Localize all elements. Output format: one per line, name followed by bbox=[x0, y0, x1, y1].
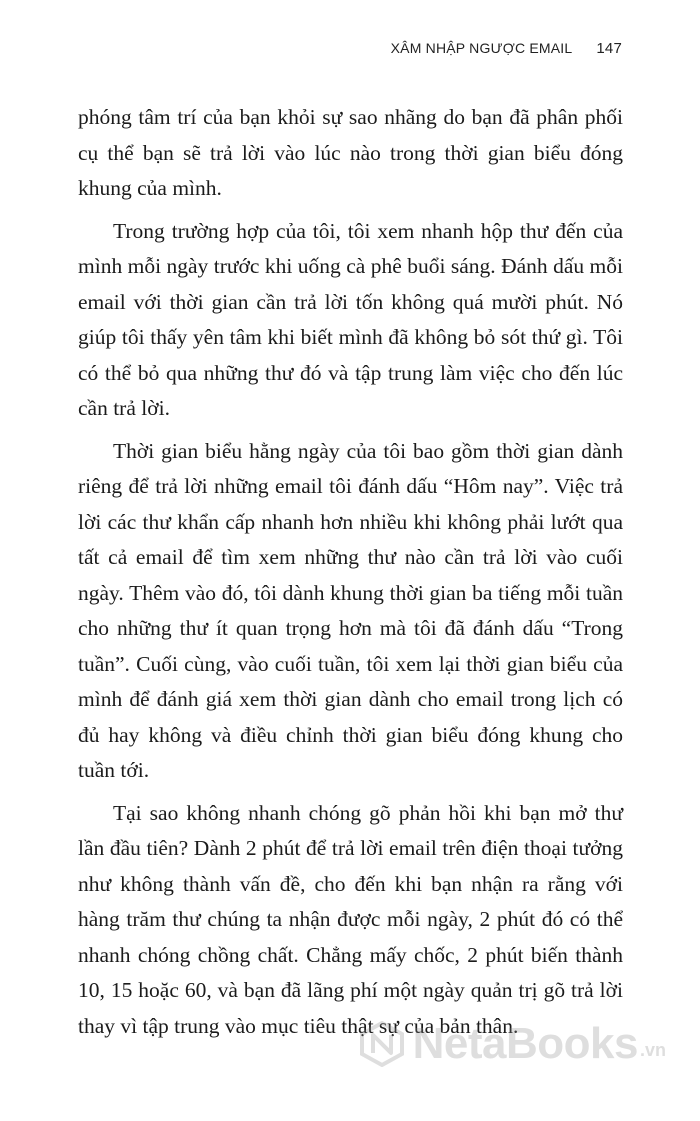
paragraph-continued: phóng tâm trí của bạn khỏi sự sao nhãng do bạn đã phân phối cụ thể bạn sẽ trả lời vào lúc nào trong thời gian biểu đóng khung của mình. bbox=[78, 105, 623, 200]
watermark-brand: NetaBooks bbox=[412, 1019, 638, 1068]
watermark-suffix: .vn bbox=[639, 1040, 666, 1060]
page-number: 147 bbox=[596, 40, 622, 57]
paragraph: Trong trường hợp của tôi, tôi xem nhanh hộp thư đến của mình mỗi ngày trước khi uống cà phê buổi sáng. Đánh dấu mỗi email với thời gian cần trả lời tốn không quá mười phút. Nó giúp tôi thấy yên tâm khi biết mình đã không bỏ sót thứ gì. Tôi có thể bỏ qua những thư đó và tập trung làm việc cho đến lúc cần trả lời. bbox=[78, 218, 623, 420]
paragraph: Thời gian biểu hằng ngày của tôi bao gồm thời gian dành riêng để trả lời những email tôi đánh dấu “Hôm nay”. Việc trả lời các thư khẩn cấp nhanh hơn nhiều khi không phải lướt qua tất cả email để tìm xem những thư nào cần trả lời vào cuối ngày. Thêm vào đó, tôi dành khung thời gian ba tiếng mỗi tuần cho những thư ít quan trọng hơn mà tôi đã đánh dấu “Trong tuần”. Cuối cùng, vào cuối tuần, tôi xem lại thời gian biểu của mình để đánh giá xem thời gian dành cho email trong lịch có đủ hay không và điều chỉnh thời gian biểu đóng khung cho tuần tới. bbox=[78, 438, 623, 782]
running-header bbox=[391, 40, 622, 57]
watermark bbox=[359, 1019, 666, 1069]
body-text bbox=[78, 100, 623, 1051]
chapter-title: XÂM NHẬP NGƯỢC EMAIL bbox=[390, 40, 573, 56]
netabooks-logo-icon bbox=[359, 1021, 405, 1067]
paragraph: Tại sao không nhanh chóng gõ phản hồi khi bạn mở thư lần đầu tiên? Dành 2 phút để trả lời email trên điện thoại tưởng như không thành vấn đề, cho đến khi bạn nhận ra rằng với hàng trăm thư chúng ta nhận được mỗi ngày, 2 phút đó có thể nhanh chóng chồng chất. Chẳng mấy chốc, 2 phút biến thành 10, 15 hoặc 60, và bạn đã lãng phí một ngày quản trị gõ trả lời thay vì tập trung vào mục tiêu thật sự của bản thân. bbox=[78, 800, 623, 1038]
